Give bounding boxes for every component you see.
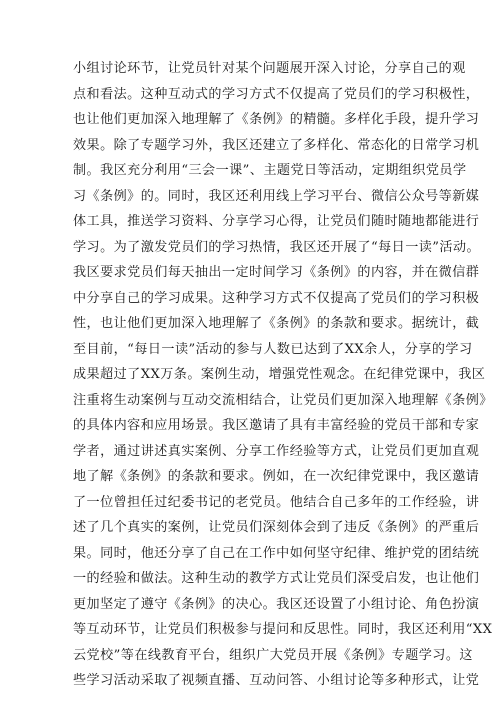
text-line: 更加坚定了遵守《条例》的决心。我区还设置了小组讨论、角色扮演 [73,596,480,612]
text-line: 等互动环节，让党员们积极参与提问和反思性。同时，我区还利用“XX [73,622,493,637]
text-line: 述了几个真实的案例，让党员们深刻体会到了违反《条例》的严重后 [73,520,480,535]
text-line: 效果。除了专题学习外，我区还建立了多样化、常态化的日常学习机 [73,137,480,153]
text-line: 的具体内容和应用场景。我区邀请了具有丰富经验的党员干部和专家 [73,418,480,433]
text-line: 习《条例》的。同时，我区还利用线上学习平台、微信公众号等新媒 [73,188,480,204]
text-line: 了一位曾担任过纪委书记的老党员。他结合自己多年的工作经验，讲 [73,494,480,510]
text-line: 体工具，推送学习资料、分享学习心得，让党员们随时随地都能进行 [73,214,480,229]
text-line: 果。同时，他还分享了自己在工作中如何坚守纪律、维护党的团结统 [73,545,480,561]
text-line: 成果超过了XX万条。案例生动，增强党性观念。在纪律党课中，我区 [73,367,486,382]
text-line: 学者，通过讲述真实案例、分享工作经验等方式，让党员们更加直观 [73,443,480,459]
text-line: 小组讨论环节，让党员针对某个问题展开深入讨论，分享自己的观 [73,61,466,76]
text-line: 也让他们更加深入地理解了《条例》的精髓。多样化手段，提升学习 [73,112,480,127]
text-line: 一的经验和做法。这种生动的教学方式让党员们深受启发，也让他们 [73,571,480,586]
text-line: 些学习活动采取了视频直播、互动问答、小组讨论等多种形式，让党 [73,673,480,688]
text-line: 点和看法。这种互动式的学习方式不仅提高了党员们的学习积极性， [73,86,480,102]
text-line: 制。我区充分利用“三会一课”、主题党日等活动，定期组织党员学 [73,163,467,178]
body-text [73,56,493,694]
text-line: 性，也让他们更加深入地理解了《条例》的条款和要求。据统计，截 [73,316,480,331]
text-line: 云党校”等在线教育平台，组织广大党员开展《条例》专题学习。这 [73,647,473,663]
text-line: 注重将生动案例与互动交流相结合，让党员们更加深入地理解《条例》 [73,392,493,408]
text-line: 我区要求党员们每天抽出一定时间学习《条例》的内容，并在微信群 [73,265,480,280]
text-line: 至目前，“每日一读”活动的参与人数已达到了XX余人，分享的学习 [73,341,473,357]
text-line: 地了解《条例》的条款和要求。例如，在一次纪律党课中，我区邀请 [73,469,480,484]
text-line: 中分享自己的学习成果。这种学习方式不仅提高了党员们的学习积极 [73,290,480,306]
text-line: 学习。为了激发党员们的学习热情，我区还开展了“每日一读”活动。 [73,239,481,255]
